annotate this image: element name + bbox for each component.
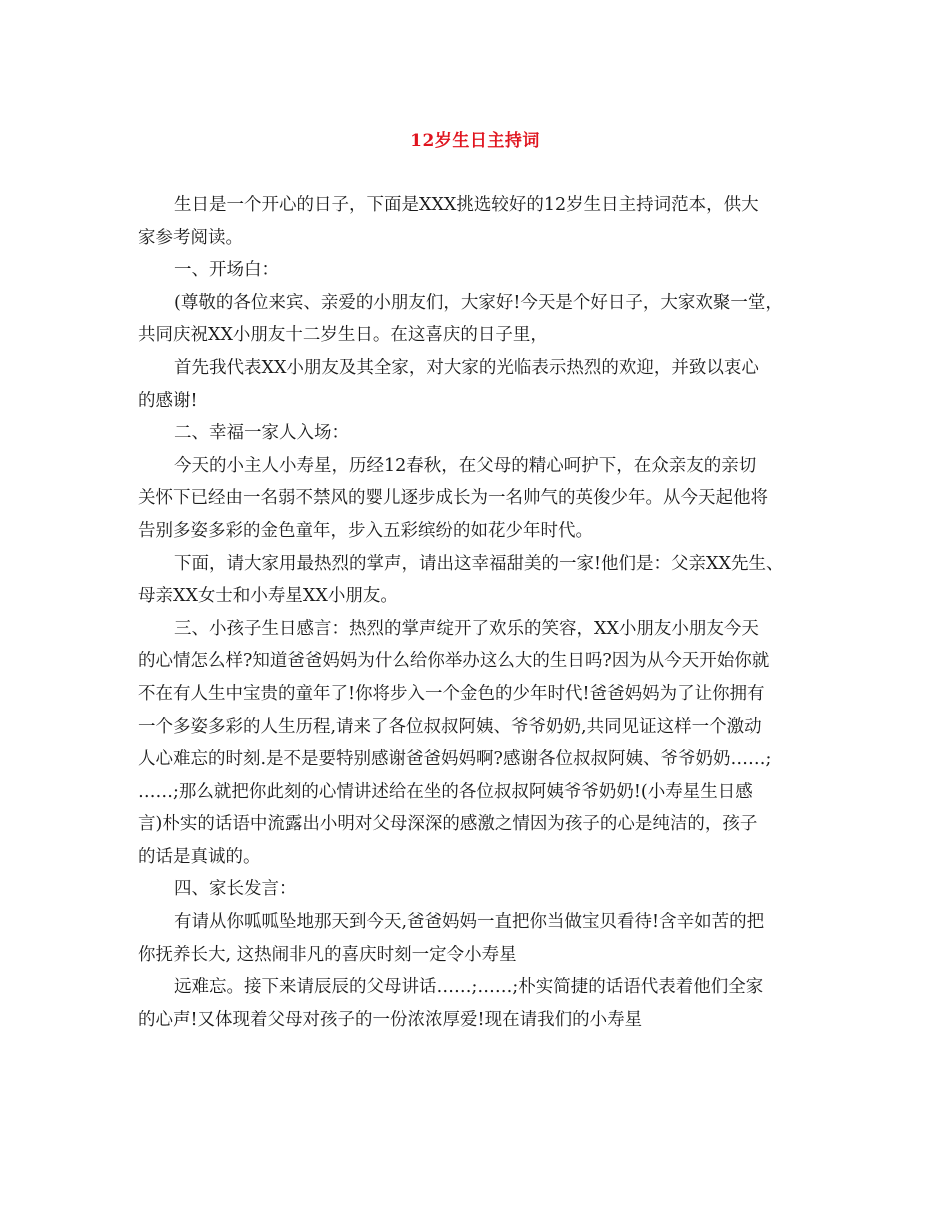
paragraph-line: (尊敬的各位来宾、亲爱的小朋友们，大家好!今天是个好日子，大家欢聚一堂，	[174, 292, 783, 313]
paragraph-line: 的感谢!	[138, 390, 198, 411]
paragraph-line: 言)朴实的话语中流露出小明对父母深深的感激之情因为孩子的心是纯洁的，孩子	[138, 814, 758, 835]
section-heading: 二、幸福一家人入场：	[174, 423, 349, 444]
paragraph-line: 的话是真诚的。	[138, 846, 261, 867]
paragraph-line: 母亲XX女士和小寿星XX小朋友。	[138, 586, 398, 607]
paragraph-line: 不在有人生中宝贵的童年了!你将步入一个金色的少年时代!爸爸妈妈为了让你拥有	[138, 683, 765, 704]
document-body	[138, 189, 828, 1036]
document-title: 12岁生日主持词	[410, 131, 540, 151]
section-heading: 三、小孩子生日感言：热烈的掌声绽开了欢乐的笑容，XX小朋友小朋友今天	[174, 618, 759, 639]
paragraph-line: 家参考阅读。	[138, 227, 243, 248]
paragraph-line: ……;那么就把你此刻的心情讲述给在坐的各位叔叔阿姨爷爷奶奶!(小寿星生日感	[138, 781, 753, 802]
paragraph-line: 生日是一个开心的日子，下面是XXX挑选较好的12岁生日主持词范本，供大	[174, 195, 759, 215]
paragraph-line: 的心情怎么样?知道爸爸妈妈为什么给你举办这么大的生日吗?因为从今天开始你就	[138, 651, 770, 672]
section-heading: 一、开场白：	[174, 260, 279, 281]
paragraph-line: 远难忘。接下来请辰辰的父母讲话……;……;朴实简捷的话语代表着他们全家	[174, 977, 764, 998]
paragraph-line: 一个多姿多彩的人生历程,请来了各位叔叔阿姨、爷爷奶奶,共同见证这样一个激动	[138, 716, 762, 737]
section-heading: 四、家长发言：	[174, 879, 297, 900]
paragraph-line: 首先我代表XX小朋友及其全家，对大家的光临表示热烈的欢迎，并致以衷心	[174, 357, 759, 378]
paragraph-line: 的心声!又体现着父母对孩子的一份浓浓厚爱!现在请我们的小寿星	[138, 1009, 643, 1030]
paragraph-line: 今天的小主人小寿星，历经12春秋，在父母的精心呵护下，在众亲友的亲切	[174, 455, 757, 476]
paragraph-line: 共同庆祝XX小朋友十二岁生日。在这喜庆的日子里，	[138, 325, 548, 346]
paragraph-line: 关怀下已经由一名弱不禁风的婴儿逐步成长为一名帅气的英俊少年。从今天起他将	[138, 488, 768, 509]
paragraph-line: 人心难忘的时刻.是不是要特别感谢爸爸妈妈啊?感谢各位叔叔阿姨、爷爷奶奶……;	[138, 749, 772, 770]
paragraph-line: 你抚养长大, 这热闹非凡的喜庆时刻一定令小寿星	[138, 944, 517, 965]
paragraph-line: 告别多姿多彩的金色童年，步入五彩缤纷的如花少年时代。	[138, 520, 593, 541]
paragraph-line: 有请从你呱呱坠地那天到今天,爸爸妈妈一直把你当做宝贝看待!含辛如苦的把	[174, 912, 765, 933]
paragraph-line: 下面，请大家用最热烈的掌声，请出这幸福甜美的一家!他们是：父亲XX先生、	[174, 553, 784, 574]
